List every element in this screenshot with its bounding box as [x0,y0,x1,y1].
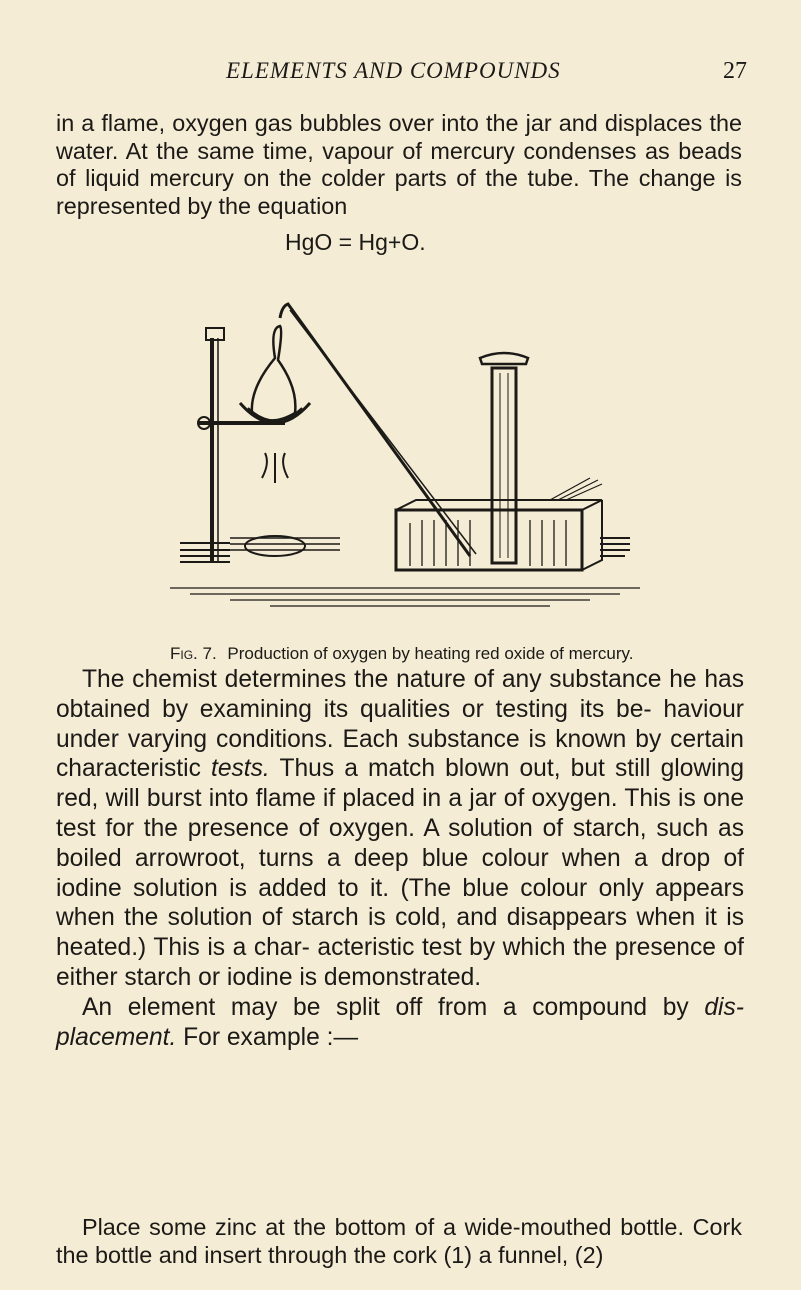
running-title: ELEMENTS AND COMPOUNDS [226,58,561,83]
paragraph-tests [56,665,744,993]
paragraph-displacement-before: An element may be split off from a compound by [82,993,705,1021]
emphasis-displacement: dis- placement. [56,993,744,1051]
paragraph-intro: in a flame, oxygen gas bubbles over into the jar and displaces the water. At the same time, vapour of mercury condenses as beads of liquid mercury on the colder parts of the tube. The change is represented by the equation [56,110,742,219]
equation: HgO = Hg+O. [285,229,426,255]
paragraph-displacement-after: For example :— [176,1023,359,1051]
paragraph-tests-after: Thus a match blown out, but still glowing red, will burst into flame if placed in a jar of oxygen. This is one test for the presence of oxygen. A solution of starch, such as boiled arrowroot, turns a deep blue colour when a drop of iodine solution is added to it. (The blue colour only appears when the solution of starch is cold, and disappears when it is heated.) This is a char- acteristic test by which the presence of either starch or iodine is demonstrated. [56,755,744,991]
emphasis-tests: tests. [211,755,270,783]
paragraph-zinc: Place some zinc at the bottom of a wide-mouthed bottle. Cork the bottle and insert through the cork (1) a funnel, (2) [56,1214,742,1268]
body-text [56,665,744,1052]
page-header [0,58,801,92]
page-number: 27 [723,58,747,84]
oxygen-apparatus-illustration [170,288,640,628]
paragraph-tests-before: The chemist determines the nature of any substance he has obtained by examining its qualities or testing its be- haviour under varying conditions. Each substance is known by certain characteristic [56,666,744,783]
paragraph-displacement [56,993,744,1053]
figure-caption-text: Production of oxygen by heating red oxide of mercury. [227,644,634,663]
figure-caption [170,644,730,664]
figure-label: Fig. 7. [170,644,217,663]
